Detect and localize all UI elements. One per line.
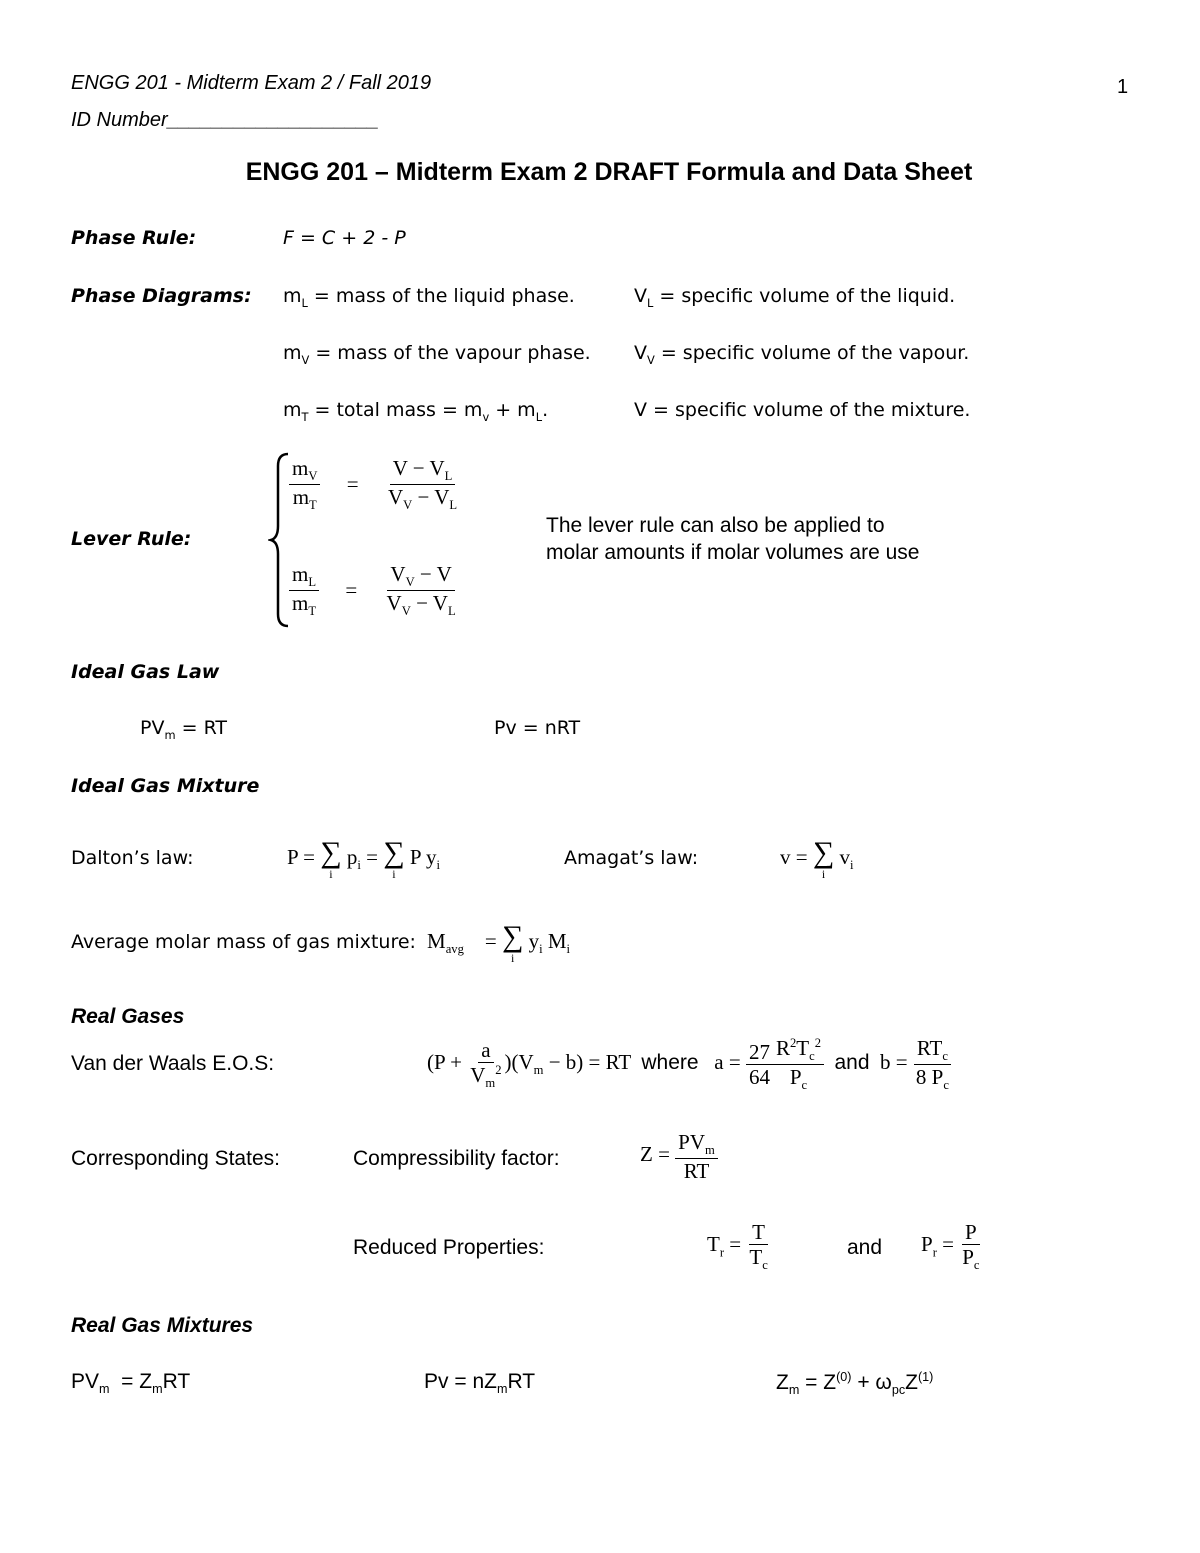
lever-rule-label: Lever Rule:	[71, 528, 192, 550]
phase-rule-formula: F = C + 2 - P	[283, 227, 406, 249]
corresponding-states-label: Corresponding States:	[71, 1147, 280, 1170]
ideal-gas-mixture-heading: Ideal Gas Mixture	[71, 775, 260, 797]
phase-rule-label: Phase Rule:	[71, 227, 197, 249]
mt-definition: $m_T$ = total mass = $m_v + m_L$.	[283, 399, 549, 424]
reduced-pressure-formula: $P_r$ = $\frac{P}{P_c}$	[921, 1220, 980, 1273]
reduced-properties-label: Reduced Properties:	[353, 1236, 545, 1259]
ideal-gas-law-heading: Ideal Gas Law	[71, 661, 220, 683]
vdw-label: Van der Waals E.O.S:	[71, 1052, 275, 1075]
ml-definition: $m_L$ = mass of the liquid phase.	[283, 285, 575, 310]
real-mix-eq-total: $Pv = nZ_mRT$	[424, 1370, 536, 1397]
vdw-equation: (P + $\frac{a}{V_m^2}$ )$(V_m - b)$ = RT where a = $\frac{27}{64}$ $\frac{R^2T_c^2}{P_c}$ and b = $\frac{RT_c}{8 P_c}$	[427, 1036, 952, 1092]
page-title: ENGG 201 – Midterm Exam 2 DRAFT Formula and Data Sheet	[245, 158, 973, 186]
daltons-law-label: Dalton’s law:	[71, 847, 194, 869]
real-gases-heading: Real Gases	[71, 1005, 185, 1028]
lever-note-line2: molar amounts if molar volumes are use	[546, 541, 920, 564]
vl-definition: $V_L$ = specific volume of the liquid.	[634, 285, 956, 310]
lever-eq-liquid: $\frac{m_L}{m_T}$ = $\frac{V_V - V}{V_V - V_L}$	[289, 562, 459, 618]
lever-note-line1: The lever rule can also be applied to	[546, 514, 885, 537]
amagats-law-formula: v = ∑ i $v_i$	[780, 836, 854, 881]
vdw-where: where	[641, 1050, 699, 1074]
real-mix-eq-molar: $PV_m = Z_mRT$	[71, 1370, 191, 1397]
reduced-and: and	[847, 1236, 883, 1259]
phase-diagrams-label: Phase Diagrams:	[71, 285, 252, 307]
daltons-law-formula: P = ∑ i $p_i$ = ∑ i P $y_i$	[287, 836, 441, 881]
lever-eq-vapour: $\frac{m_V}{m_T}$ = $\frac{V - V_L}{V_V - V_L}$	[289, 456, 460, 512]
amagats-law-label: Amagat’s law:	[564, 847, 699, 869]
ideal-gas-eq-molar: $PV_m$ = RT	[140, 717, 228, 742]
real-mix-zm: $Z_m = Z^{(0)} + \omega_{pc}Z^{(1)}$	[776, 1370, 934, 1398]
compressibility-formula: Z = $\frac{PV_m}{RT}$	[640, 1130, 718, 1183]
exam-header: ENGG 201 - Midterm Exam 2 / Fall 2019	[71, 72, 432, 94]
vdw-and: and	[834, 1050, 870, 1074]
id-number-field: ID Number___________________	[71, 109, 380, 131]
ideal-gas-eq-total: Pv = nRT	[494, 717, 581, 739]
v-definition: V = specific volume of the mixture.	[634, 399, 971, 421]
avg-molar-mass-formula: $M_{avg}$ = ∑ i $y_i$ $M_i$	[427, 920, 571, 965]
mv-definition: $m_V$ = mass of the vapour phase.	[283, 342, 591, 367]
reduced-temperature-formula: $T_r$ = $\frac{T}{T_c}$	[707, 1220, 768, 1273]
compressibility-label: Compressibility factor:	[353, 1147, 560, 1170]
avg-molar-mass-label: Average molar mass of gas mixture:	[71, 931, 416, 953]
real-gas-mixtures-heading: Real Gas Mixtures	[71, 1314, 254, 1337]
vv-definition: $V_V$ = specific volume of the vapour.	[634, 342, 970, 367]
page-number: 1	[1117, 76, 1129, 98]
